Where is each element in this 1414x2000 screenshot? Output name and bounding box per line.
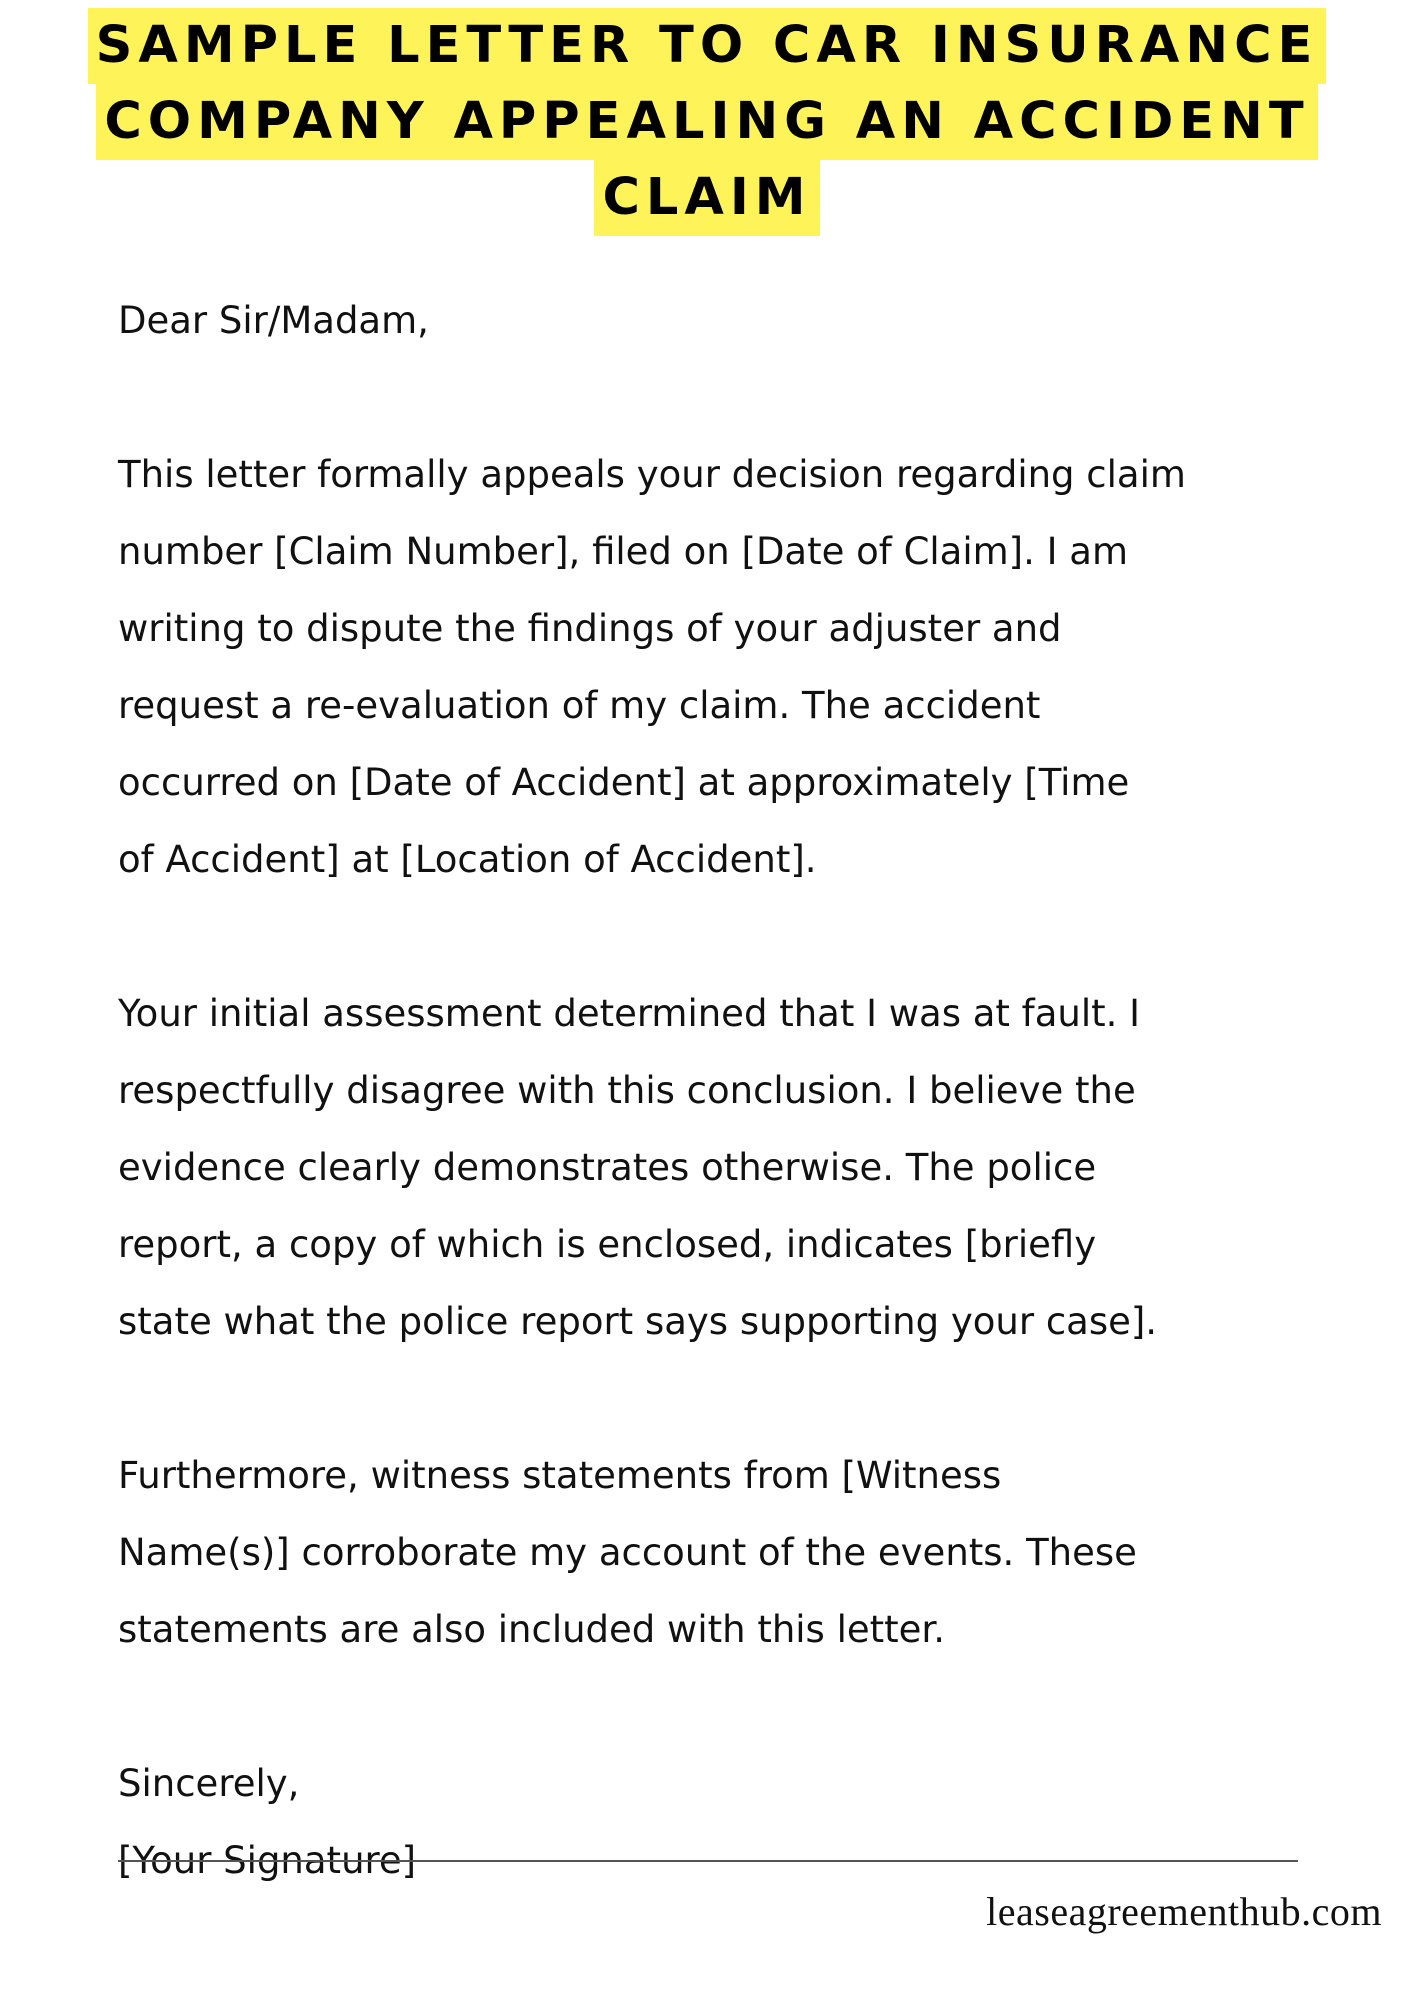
paragraph-2-line: Your initial assessment determined that I was at fault. I bbox=[118, 992, 1141, 1035]
document-title bbox=[0, 8, 1414, 236]
paragraph-1-line: of Accident] at [Location of Accident]. bbox=[118, 838, 817, 881]
paragraph-spacer bbox=[118, 1668, 1348, 1745]
paragraph-2-line: evidence clearly demonstrates otherwise. The police bbox=[118, 1146, 1097, 1189]
paragraph-2 bbox=[118, 975, 1348, 1360]
closing-text: Sincerely, bbox=[118, 1762, 300, 1805]
title-line-3: CLAIM bbox=[594, 160, 819, 236]
salutation-text: Dear Sir/Madam, bbox=[118, 299, 429, 342]
signature-divider bbox=[118, 1860, 1298, 1862]
paragraph-3-line: Furthermore, witness statements from [Witness bbox=[118, 1454, 1002, 1497]
website-watermark: leaseagreementhub.com bbox=[986, 1889, 1382, 1934]
paragraph-3-line: statements are also included with this letter. bbox=[118, 1608, 945, 1651]
paragraph-1 bbox=[118, 436, 1348, 898]
paragraph-spacer bbox=[118, 359, 1348, 436]
letter-body bbox=[118, 282, 1348, 1899]
paragraph-1-line: number [Claim Number], filed on [Date of Claim]. I am bbox=[118, 530, 1129, 573]
closing-block bbox=[118, 1745, 1348, 1899]
title-line-2: COMPANY APPEALING AN ACCIDENT bbox=[96, 84, 1317, 160]
paragraph-3-line: Name(s)] corroborate my account of the events. These bbox=[118, 1531, 1137, 1574]
paragraph-1-line: This letter formally appeals your decision regarding claim bbox=[118, 453, 1186, 496]
paragraph-1-line: writing to dispute the findings of your adjuster and bbox=[118, 607, 1062, 650]
paragraph-1-line: occurred on [Date of Accident] at approximately [Time bbox=[118, 761, 1130, 804]
paragraph-2-line: state what the police report says supporting your case]. bbox=[118, 1300, 1158, 1343]
title-line-1: SAMPLE LETTER TO CAR INSURANCE bbox=[88, 8, 1327, 84]
signature-placeholder: [Your Signature] bbox=[118, 1839, 417, 1882]
salutation bbox=[118, 282, 1348, 359]
paragraph-1-line: request a re-evaluation of my claim. The accident bbox=[118, 684, 1041, 727]
paragraph-spacer bbox=[118, 898, 1348, 975]
paragraph-3 bbox=[118, 1437, 1348, 1668]
paragraph-spacer bbox=[118, 1360, 1348, 1437]
paragraph-2-line: respectfully disagree with this conclusion. I believe the bbox=[118, 1069, 1136, 1112]
paragraph-2-line: report, a copy of which is enclosed, indicates [briefly bbox=[118, 1223, 1097, 1266]
